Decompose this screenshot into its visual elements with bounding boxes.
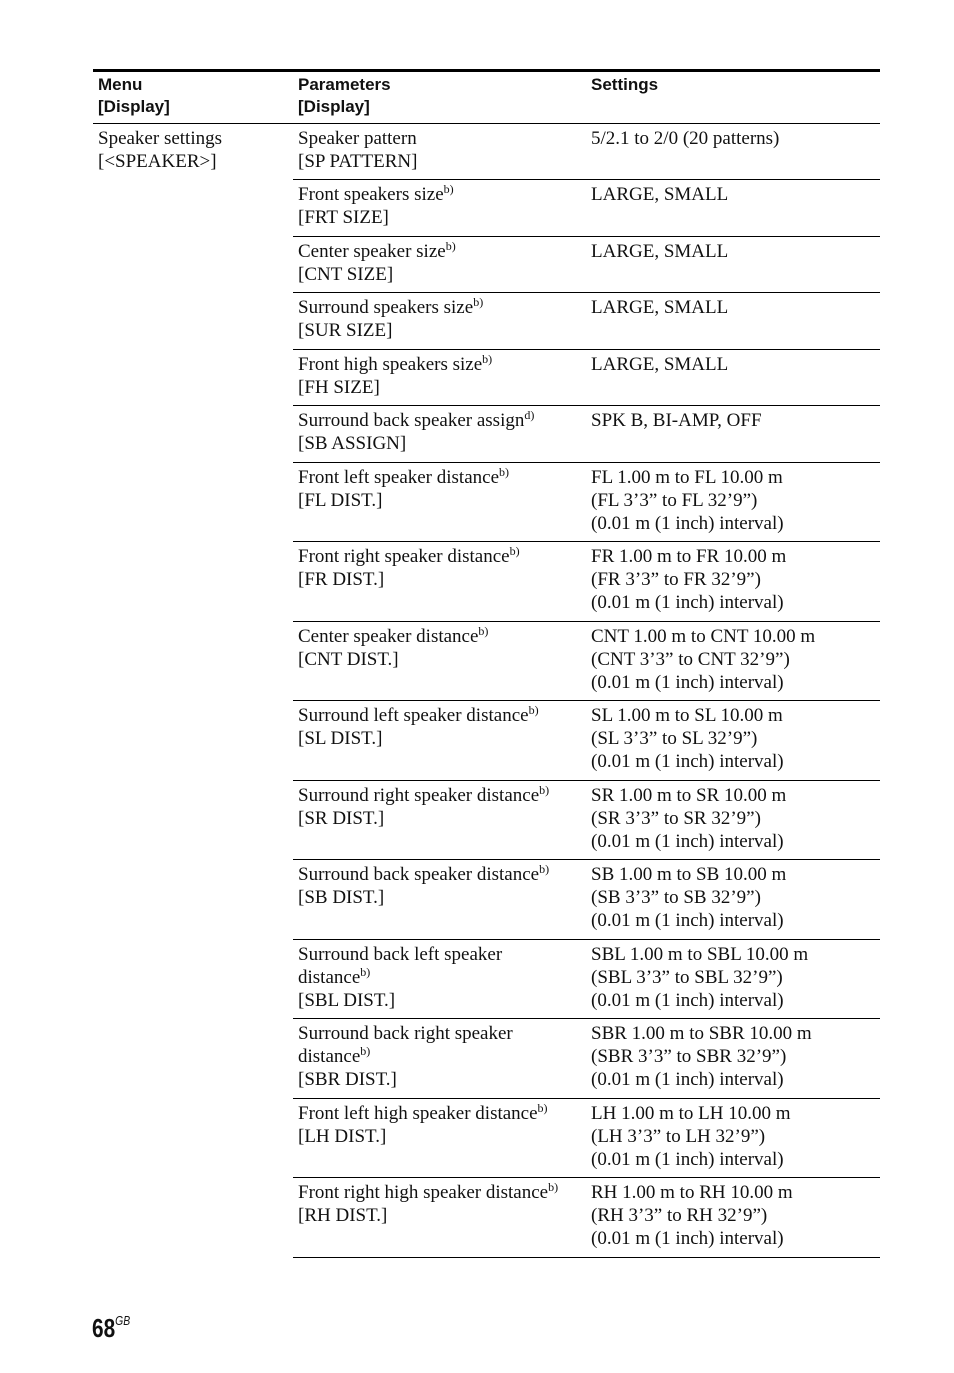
setting-value: SL 1.00 m to SL 10.00 m [591, 705, 783, 726]
parameter-name [298, 625, 588, 648]
header-settings-label: Settings [591, 75, 659, 94]
setting-value: SR 1.00 m to SR 10.00 m [591, 785, 787, 806]
header-menu-label: Menu [98, 75, 143, 94]
setting-value: SBL 1.00 m to SBL 10.00 m [591, 944, 809, 965]
table-row [293, 860, 880, 940]
setting-value: FR 1.00 m to FR 10.00 m [591, 546, 787, 567]
settings-cell [591, 545, 880, 614]
parameter-name [298, 1022, 588, 1045]
parameter-name [298, 353, 588, 376]
settings-cell [591, 863, 880, 932]
setting-value: (0.01 m (1 inch) interval) [591, 751, 784, 772]
setting-value: (0.01 m (1 inch) interval) [591, 1069, 784, 1090]
parameter-display-name [298, 263, 588, 286]
setting-value: 5/2.1 to 2/0 (20 patterns) [591, 128, 780, 149]
menu-cell-name: Speaker settings [98, 128, 223, 149]
settings-cell [591, 625, 880, 694]
parameter-name [298, 466, 588, 489]
parameter-text: [SB DIST.] [298, 887, 385, 908]
parameter-name [298, 863, 588, 886]
setting-value: CNT 1.00 m to CNT 10.00 m [591, 626, 816, 647]
setting-value: FL 1.00 m to FL 10.00 m [591, 467, 783, 488]
parameter-cell [298, 409, 588, 455]
parameter-text: Front left high speaker distance [298, 1103, 538, 1124]
parameter-name [298, 1102, 588, 1125]
parameter-display-name [298, 807, 588, 830]
parameter-name [298, 409, 588, 432]
settings-cell [591, 409, 880, 432]
parameter-name [298, 127, 588, 150]
settings-cell [591, 240, 880, 263]
parameter-cell [298, 545, 588, 591]
table-row [293, 622, 880, 701]
parameter-name [298, 1181, 588, 1204]
parameter-display-name [298, 989, 588, 1012]
parameter-text: Surround back speaker distance [298, 864, 540, 885]
settings-cell [591, 466, 880, 535]
table-row [293, 124, 880, 180]
footnote-marker: b) [528, 703, 539, 717]
footnote-marker: b) [548, 1180, 559, 1194]
parameter-text: [SB ASSIGN] [298, 433, 407, 454]
settings-cell [591, 296, 880, 319]
table-row [293, 293, 880, 350]
parameter-text: Center speaker distance [298, 626, 479, 647]
setting-value: (0.01 m (1 inch) interval) [591, 592, 784, 613]
parameter-display-name [298, 648, 588, 671]
table-row [293, 237, 880, 293]
menu-cell-display: [<SPEAKER>] [98, 151, 217, 172]
setting-value: (FL 3’3” to FL 32’9”) [591, 490, 758, 511]
settings-cell [591, 1022, 880, 1091]
setting-value: (0.01 m (1 inch) interval) [591, 1228, 784, 1249]
parameter-text: Speaker pattern [298, 128, 417, 149]
setting-value: (0.01 m (1 inch) interval) [591, 513, 784, 534]
page-number-suffix: GB [115, 1313, 131, 1328]
header-parameters-display: [Display] [298, 97, 370, 116]
setting-value: SPK B, BI-AMP, OFF [591, 410, 762, 431]
page-number [92, 1306, 130, 1343]
parameter-text: Surround back right speaker [298, 1023, 513, 1044]
settings-cell [591, 704, 880, 773]
parameter-name [298, 183, 588, 206]
parameter-display-name [298, 1068, 588, 1091]
setting-value: (SL 3’3” to SL 32’9”) [591, 728, 758, 749]
parameter-cell [298, 1102, 588, 1148]
footnote-marker: b) [478, 624, 489, 638]
setting-value: LARGE, SMALL [591, 241, 729, 262]
table-row [293, 350, 880, 406]
parameter-display-name [298, 432, 588, 455]
parameter-display-name [298, 1125, 588, 1148]
setting-value: LARGE, SMALL [591, 184, 729, 205]
header-menu [98, 74, 170, 118]
footnote-marker: b) [539, 862, 550, 876]
parameter-cell [298, 466, 588, 512]
table-top-rule [93, 69, 880, 72]
table-row [293, 463, 880, 542]
footnote-marker: b) [539, 783, 550, 797]
parameter-display-name [298, 1204, 588, 1227]
table-row [293, 1178, 880, 1258]
parameter-display-name [298, 376, 588, 399]
parameter-text: Surround right speaker distance [298, 785, 540, 806]
table-row [293, 1099, 880, 1178]
parameter-text: [CNT DIST.] [298, 649, 399, 670]
parameter-text: [SBL DIST.] [298, 990, 396, 1011]
settings-cell [591, 127, 880, 150]
parameter-text: Front speakers size [298, 184, 444, 205]
parameter-cell [298, 863, 588, 909]
footnote-marker: b) [499, 465, 510, 479]
parameter-name [298, 784, 588, 807]
footnote-marker: b) [482, 352, 493, 366]
parameter-text: Front high speakers size [298, 354, 483, 375]
parameter-cell [298, 296, 588, 342]
parameter-text: [SL DIST.] [298, 728, 383, 749]
parameter-name [298, 943, 588, 966]
setting-value: LARGE, SMALL [591, 297, 729, 318]
parameter-display-name [298, 568, 588, 591]
parameter-text: Surround back left speaker [298, 944, 503, 965]
setting-value: (SBR 3’3” to SBR 32’9”) [591, 1046, 787, 1067]
parameter-name [298, 296, 588, 319]
table-row [293, 781, 880, 860]
footnote-marker: b) [443, 182, 454, 196]
table-row [293, 701, 880, 781]
setting-value: (0.01 m (1 inch) interval) [591, 831, 784, 852]
settings-cell [591, 1102, 880, 1171]
setting-value: (LH 3’3” to LH 32’9”) [591, 1126, 766, 1147]
menu-cell [98, 127, 222, 173]
setting-value: (SB 3’3” to SB 32’9”) [591, 887, 761, 908]
footnote-marker: b) [509, 544, 520, 558]
setting-value: SBR 1.00 m to SBR 10.00 m [591, 1023, 812, 1044]
parameter-rows [293, 124, 880, 1258]
parameter-text: [SBR DIST.] [298, 1069, 397, 1090]
settings-cell [591, 353, 880, 376]
parameter-text: distance [298, 967, 361, 988]
footnote-marker: b) [445, 239, 456, 253]
setting-value: LH 1.00 m to LH 10.00 m [591, 1103, 791, 1124]
parameter-cell [298, 240, 588, 286]
parameter-text: distance [298, 1046, 361, 1067]
setting-value: (FR 3’3” to FR 32’9”) [591, 569, 761, 590]
parameter-text: [SP PATTERN] [298, 151, 418, 172]
parameter-text: Front right high speaker distance [298, 1182, 549, 1203]
parameter-text: Center speaker size [298, 241, 446, 262]
parameter-display-name [298, 489, 588, 512]
setting-value: (0.01 m (1 inch) interval) [591, 910, 784, 931]
parameter-name [298, 704, 588, 727]
parameter-display-name [298, 150, 588, 173]
parameter-text: [FRT SIZE] [298, 207, 389, 228]
table-row [293, 940, 880, 1019]
settings-cell [591, 784, 880, 853]
table-row [293, 1019, 880, 1099]
parameter-text: [LH DIST.] [298, 1126, 387, 1147]
parameter-text: [RH DIST.] [298, 1205, 388, 1226]
parameter-cell [298, 1022, 588, 1091]
parameter-name [298, 545, 588, 568]
setting-value: RH 1.00 m to RH 10.00 m [591, 1182, 793, 1203]
header-parameters [298, 74, 391, 118]
parameter-text: [SR DIST.] [298, 808, 385, 829]
parameter-text: [FH SIZE] [298, 377, 380, 398]
setting-value: SB 1.00 m to SB 10.00 m [591, 864, 787, 885]
setting-value: (0.01 m (1 inch) interval) [591, 672, 784, 693]
parameter-name [298, 240, 588, 263]
setting-value: (RH 3’3” to RH 32’9”) [591, 1205, 768, 1226]
parameter-display-name [298, 206, 588, 229]
footnote-marker: b) [473, 295, 484, 309]
parameter-name [298, 966, 588, 989]
footnote-marker: b) [360, 965, 371, 979]
parameter-text: Surround back speaker assign [298, 410, 525, 431]
setting-value: (0.01 m (1 inch) interval) [591, 1149, 784, 1170]
parameter-text: Surround speakers size [298, 297, 474, 318]
parameter-cell [298, 1181, 588, 1227]
setting-value: (CNT 3’3” to CNT 32’9”) [591, 649, 790, 670]
header-menu-display: [Display] [98, 97, 170, 116]
parameter-display-name [298, 886, 588, 909]
setting-value: (SBL 3’3” to SBL 32’9”) [591, 967, 783, 988]
setting-value: LARGE, SMALL [591, 354, 729, 375]
footnote-marker: d) [524, 408, 535, 422]
parameter-display-name [298, 319, 588, 342]
parameter-cell [298, 784, 588, 830]
parameter-text: [FR DIST.] [298, 569, 385, 590]
parameter-cell [298, 353, 588, 399]
parameter-text: Front left speaker distance [298, 467, 500, 488]
table-row [293, 406, 880, 463]
header-settings [591, 74, 658, 96]
parameter-text: [CNT SIZE] [298, 264, 394, 285]
header-parameters-label: Parameters [298, 75, 391, 94]
footnote-marker: b) [360, 1044, 371, 1058]
page-number-value: 68 [92, 1313, 116, 1343]
settings-cell [591, 1181, 880, 1250]
table-row [293, 542, 880, 622]
parameter-cell [298, 704, 588, 750]
settings-cell [591, 183, 880, 206]
parameter-cell [298, 183, 588, 229]
parameter-text: [FL DIST.] [298, 490, 383, 511]
footnote-marker: b) [537, 1101, 548, 1115]
table-row [293, 180, 880, 237]
parameter-text: Surround left speaker distance [298, 705, 529, 726]
parameter-name [298, 1045, 588, 1068]
parameter-cell [298, 625, 588, 671]
settings-cell [591, 943, 880, 1012]
setting-value: (0.01 m (1 inch) interval) [591, 990, 784, 1011]
parameter-cell [298, 943, 588, 1012]
parameter-display-name [298, 727, 588, 750]
parameter-text: [SUR SIZE] [298, 320, 393, 341]
parameter-text: Front right speaker distance [298, 546, 510, 567]
setting-value: (SR 3’3” to SR 32’9”) [591, 808, 761, 829]
parameter-cell [298, 127, 588, 173]
